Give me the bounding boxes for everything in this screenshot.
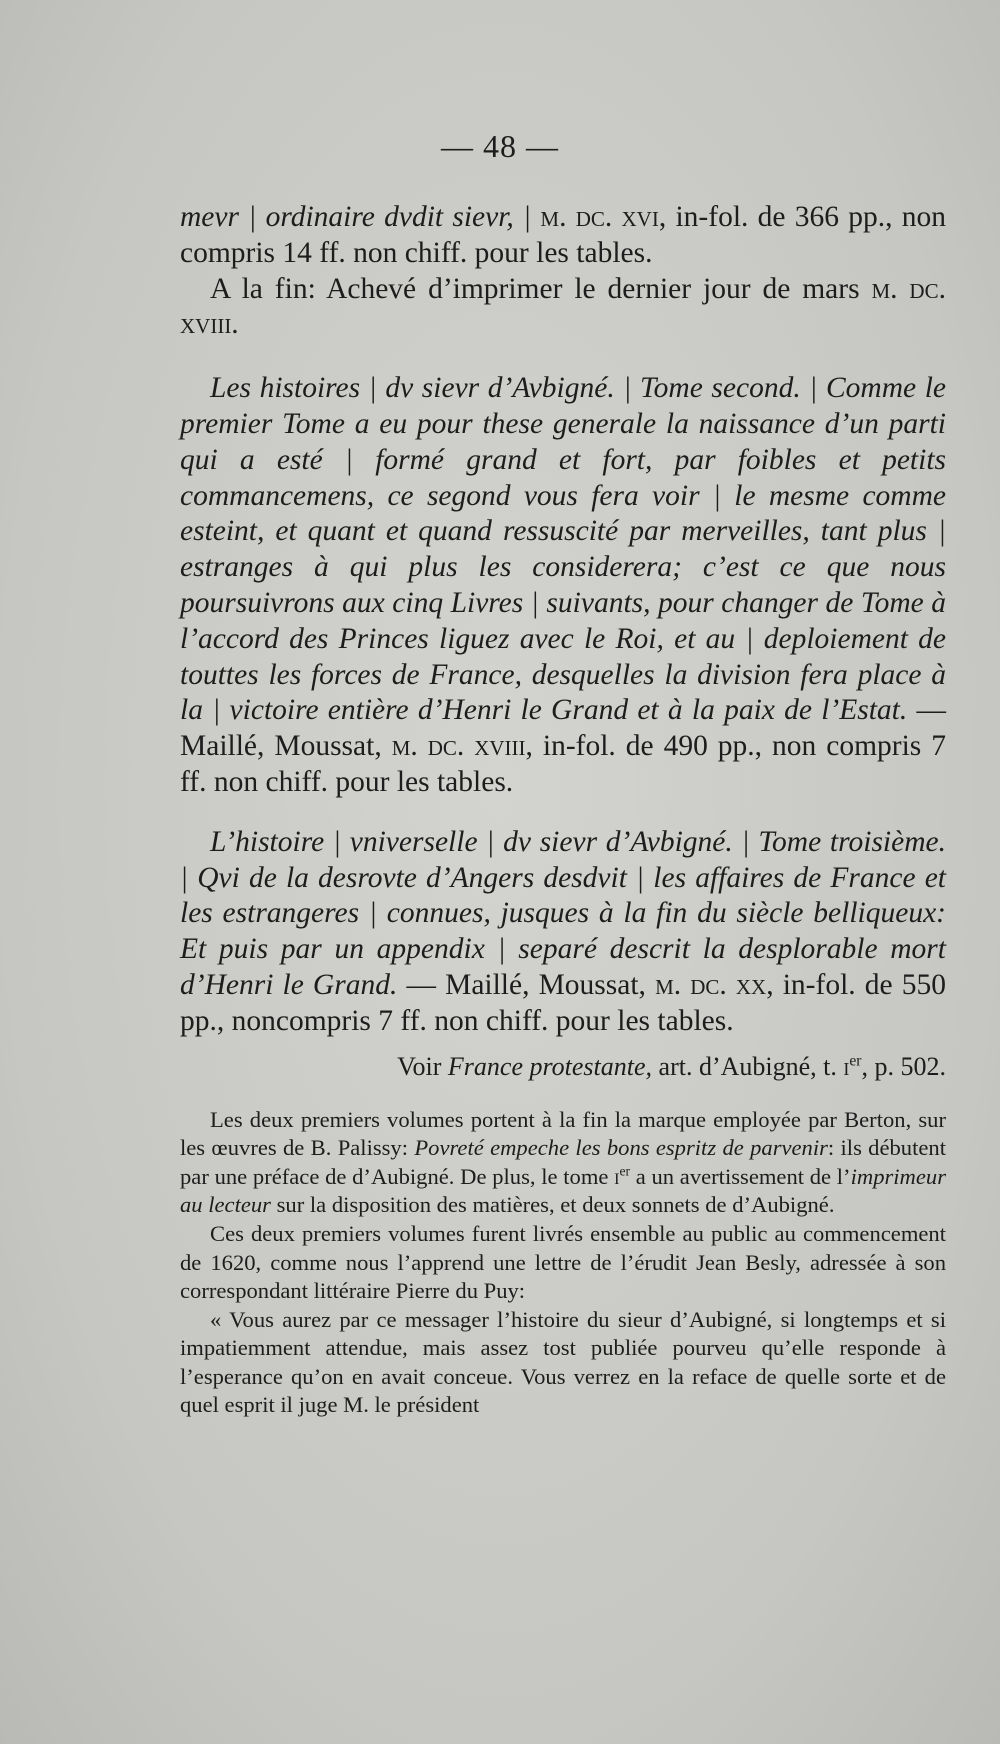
entry-tome-second [180, 371, 946, 801]
entry2-imprint: — Maillé, Moussat, [180, 694, 946, 763]
note1-c: : ils débutent par une préface de d’Aubigné. De plus, le tome [180, 1135, 946, 1189]
ref-vol-sup: er [849, 1051, 862, 1069]
note1-e: a un avertissement de l’ [630, 1163, 851, 1189]
entry3-date: m. dc. xx [655, 968, 767, 1001]
entry-tome-troisieme [180, 825, 946, 1040]
note-paragraph-1 [180, 1106, 946, 1220]
entry3-imprint: — Maillé, Moussat, [397, 968, 656, 1001]
note1-g: sur la disposition des matières, et deux sonnets de d’Aubigné. [270, 1192, 835, 1218]
entry2-extent: , in-fol. de 490 pp., non compris 7 ff. non chiff. pour les tables. [180, 730, 946, 798]
entry1-colophon [180, 272, 946, 344]
page-number: — 48 — [441, 128, 559, 164]
note-paragraph-2 [180, 1220, 946, 1306]
note1-a: Les deux premiers volumes portent à la fin la marque employée par Berton, sur les œuvres de B. Palissy: [180, 1106, 946, 1161]
ref-vol: i [843, 1051, 850, 1081]
note1-f: imprimeur au lecteur [180, 1163, 946, 1218]
note-paragraph-3 [180, 1306, 946, 1420]
bibliographic-reference [180, 1050, 946, 1084]
entry1-title-end: mevr | ordinaire dvdit sievr, | [180, 201, 541, 233]
ref-pre: Voir [397, 1051, 448, 1081]
ref-post: art. d’Aubigné, t. [652, 1051, 844, 1081]
entry1-extent: , in-fol. de 366 pp., non compris 14 ff. non chiff. pour les tables. [180, 201, 946, 269]
ref-page: , p. 502. [861, 1051, 946, 1081]
colophon-text: A la fin: Achevé d’imprimer le dernier jour de mars [210, 272, 872, 305]
note1-vol-sup: er [619, 1163, 631, 1179]
entry-tome-premier-continuation [180, 200, 946, 272]
entry1-date: m. dc. xvi [540, 201, 659, 233]
note2-text: Ces deux premiers volumes furent livrés ensemble au public au commencement de 1620, comme nous l’apprend une lettre de l’érudit Jean Besly, adressée à son correspondant littéraire Pierre du Puy: [180, 1220, 946, 1304]
note1-vol: i [614, 1163, 620, 1189]
text-block [180, 200, 946, 1420]
entry3-extent: , in-fol. de 550 pp., noncompris 7 ff. non chiff. pour les tables. [180, 968, 946, 1037]
colophon-date: m. dc. xviii. [180, 272, 946, 341]
note3-quote: « Vous aurez par ce messager l’histoire du sieur d’Aubigné, si longtemps et si impatiemment attendue, mais assez tost publiée pourveu qu’elle responde à l’esperance qu’on en avait conceue. Vous verrez en la reface de quelle sorte et de quel esprit il juge M. le président [180, 1306, 946, 1418]
ref-work: France protestante, [447, 1051, 653, 1081]
entry2-title: Les histoires | dv sievr d’Avbigné. | Tome second. | Comme le premier Tome a eu pour these generale la naissance d’un parti qui a esté | formé grand et fort, par foibles et petits commancemens, ce segond vous fera voir | le mesme comme esteint, et quant et quand ressuscité par merveilles, tant plus | estranges à qui plus les considerera; c’est ce que nous poursuivrons aux cinq Livres | suivants, pour changer de Tome à l’accord des Princes liguez avec le Roi, et au | deploiement de touttes les forces de France, desquelles la division fera place à la | victoire entière d’Henri le Grand et à la paix de l’Estat. [180, 372, 946, 727]
entry2-date: m. dc. xviii [391, 730, 526, 763]
note1-motto: Povreté empeche les bons espritz de parvenir [414, 1135, 828, 1161]
entry3-title: L’histoire | vniverselle | dv sievr d’Avbigné. | Tome troisième. | Qvi de la desrovte d’Angers desdvit | les affaires de France et les estrangeres | connues, jusques à la fin du siècle belliqueux: Et puis par un appendix | separé descrit la desplorable mort d’Henri le Grand. [180, 825, 946, 1001]
